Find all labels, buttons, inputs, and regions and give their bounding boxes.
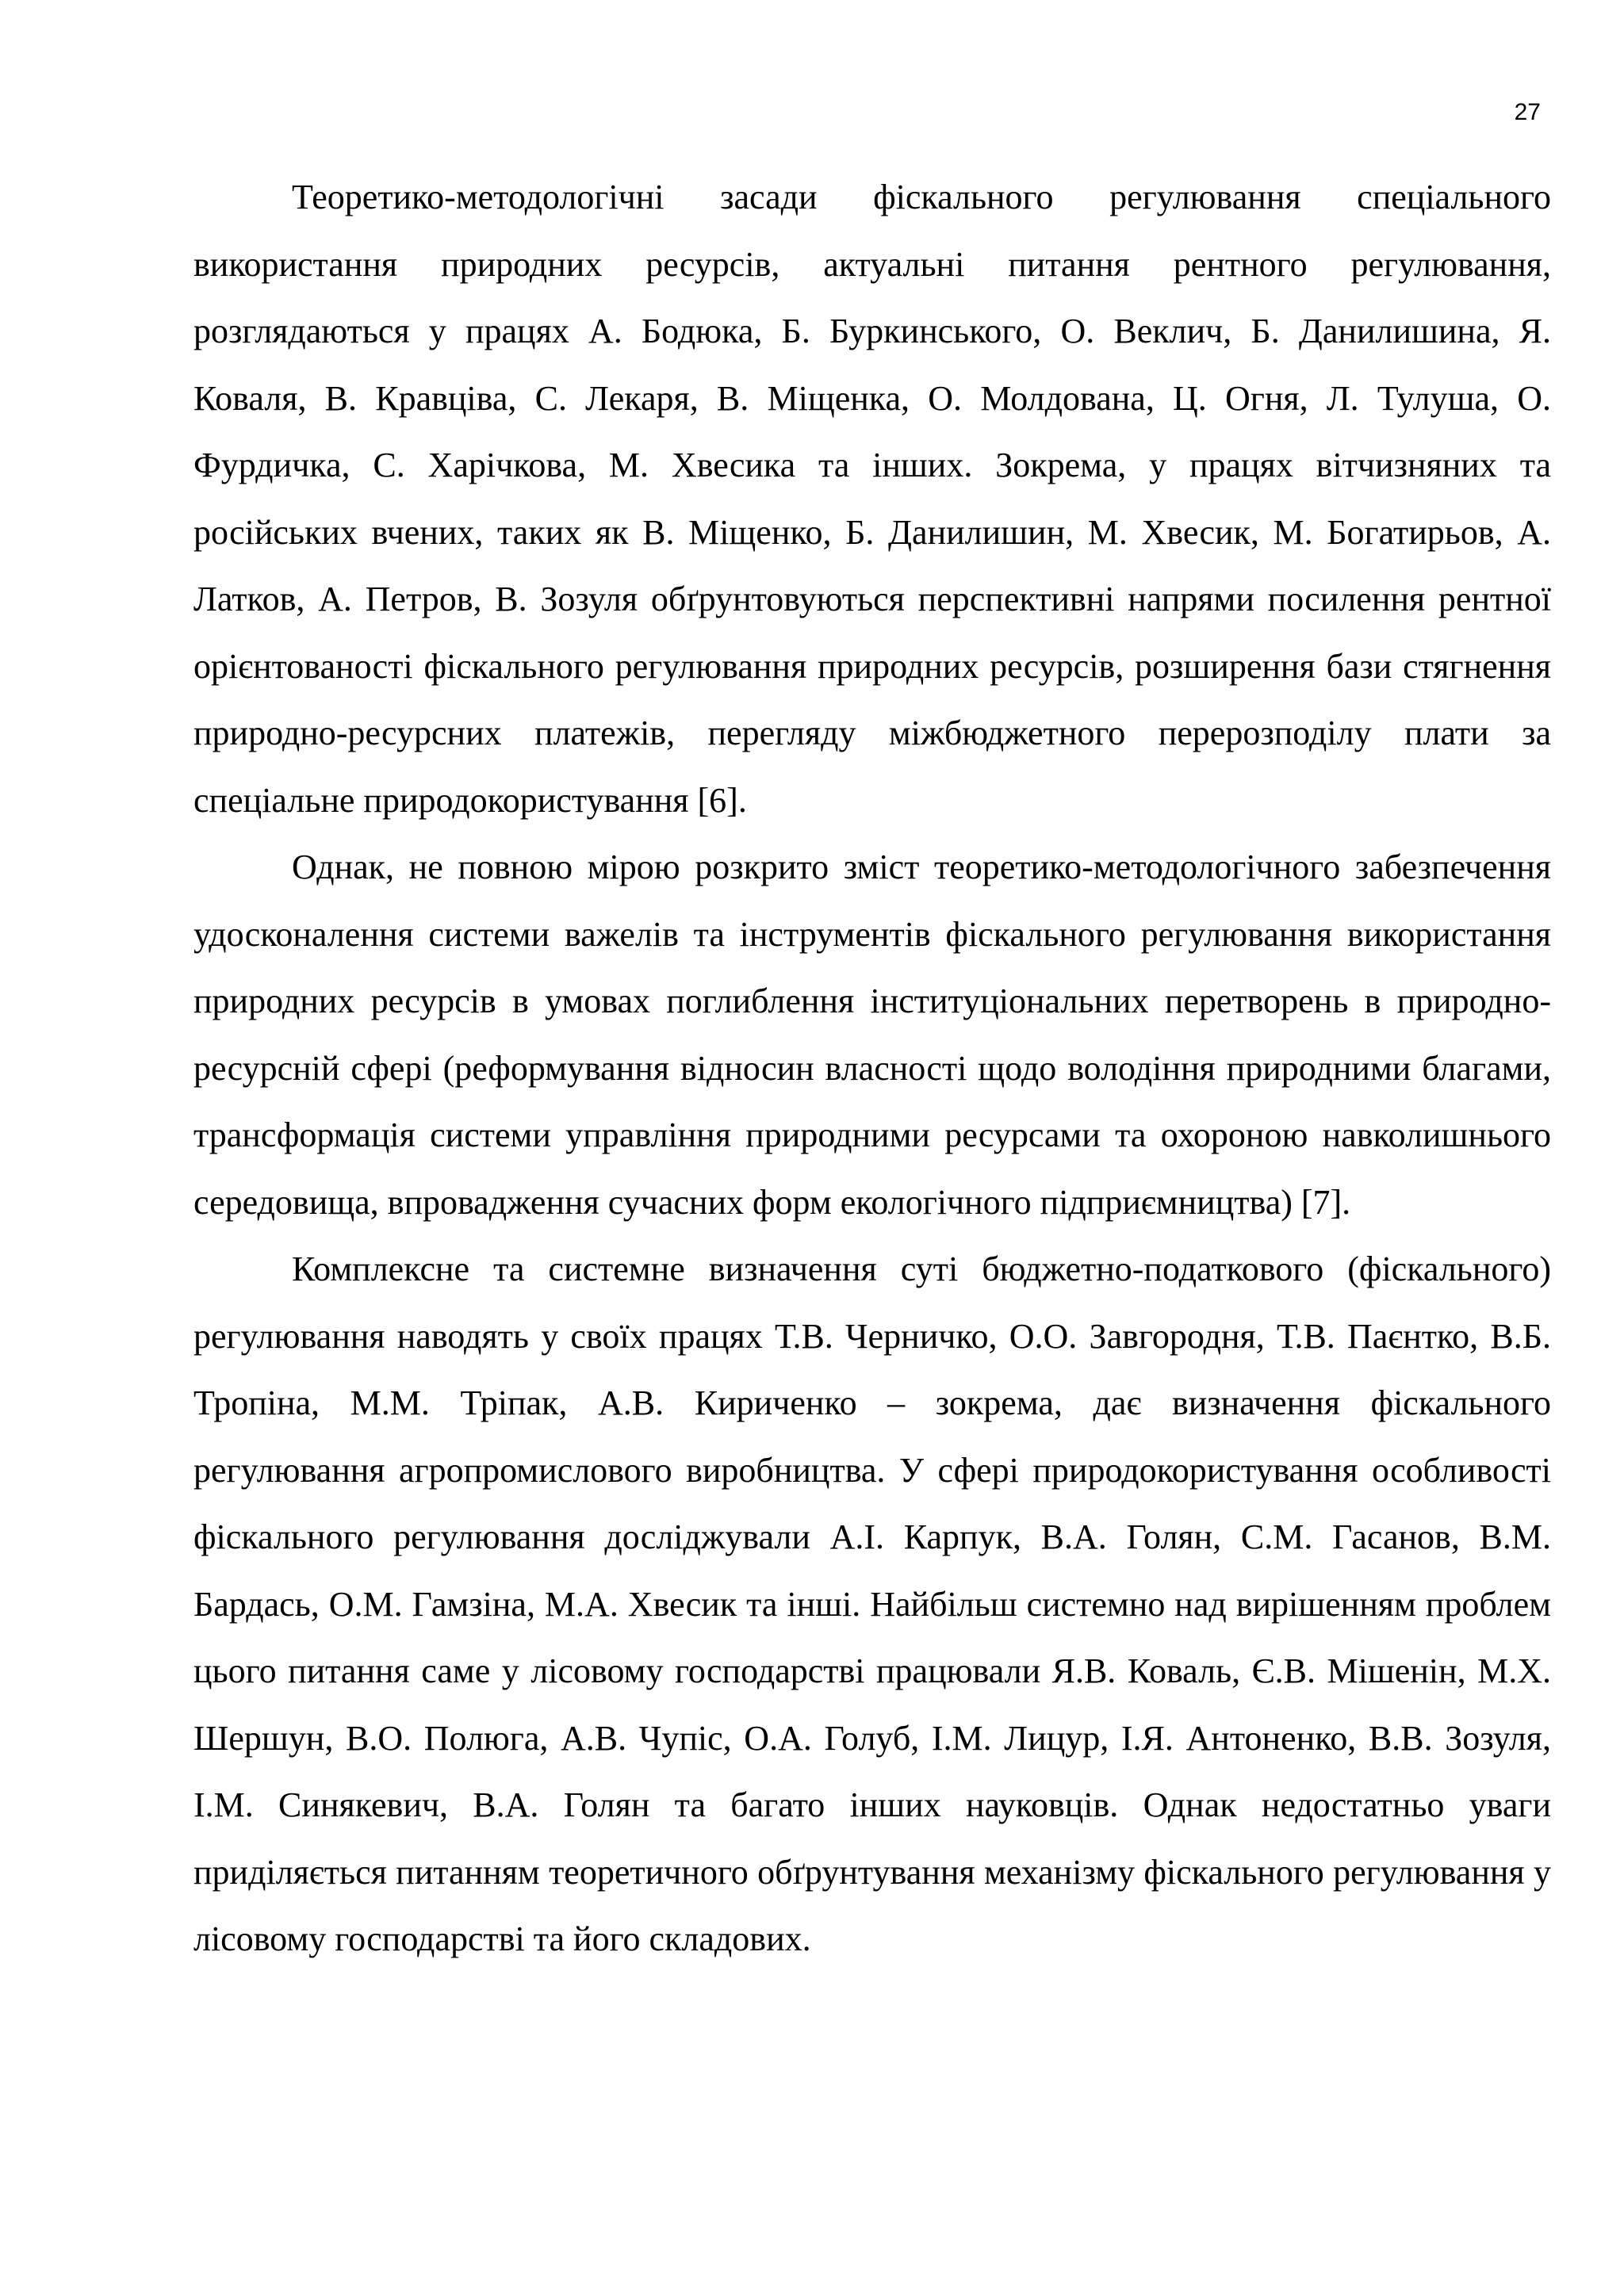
- paragraph-2: Однак, не повною мірою розкрито зміст теоретико-методологічного забезпечення удосконалення системи важелів та інструментів фіскального регулювання використання природних ресурсів в умовах поглиблення інституціональних перетворень в природно-ресурсній сфері (реформування відносин власності щодо володіння природними благами, трансформація системи управління природними ресурсами та охороною навколишнього середовища, впровадження сучасних форм екологічного підприємництва) [7].: [193, 848, 1551, 1222]
- paragraph-1: Теоретико-методологічні засади фіскального регулювання спеціального використання природних ресурсів, актуальні питання рентного регулювання, розглядаються у працях А. Бодюка, Б. Буркинського, О. Веклич, Б. Данилишина, Я. Коваля, В. Кравціва, С. Лекаря, В. Міщенка, О. Молдована, Ц. Огня, Л. Тулуша, О. Фурдичка, С. Харічкова, М. Хвесика та інших. Зокрема, у працях вітчизняних та російських вчених, таких як В. Міщенко, Б. Данилишин, М. Хвесик, М. Богатирьов, А. Латков, А. Петров, В. Зозуля обґрунтовуються перспективні напрями посилення рентної орієнтованості фіскального регулювання природних ресурсів, розширення бази стягнення природно-ресурсних платежів, перегляду міжбюджетного перерозподілу плати за спеціальне природокористування [6].: [193, 178, 1551, 820]
- paragraph-3: Комплексне та системне визначення суті бюджетно-податкового (фіскального) регулювання наводять у своїх працях Т.В. Черничко, О.О. Завгородня, Т.В. Паєнтко, В.Б. Тропіна, М.М. Тріпак, А.В. Кириченко – зокрема, дає визначення фіскального регулювання агропромислового виробництва. У сфері природокористування особливості фіскального регулювання досліджували А.І. Карпук, В.А. Голян, С.М. Гасанов, В.М. Бардась, О.М. Гамзіна, М.А. Хвесик та інші. Найбільш системно над вирішенням проблем цього питання саме у лісовому господарстві працювали Я.В. Коваль, Є.В. Мішенін, М.Х. Шершун, В.О. Полюга, А.В. Чупіс, О.А. Голуб, І.М. Лицур, І.Я. Антоненко, В.В. Зозуля, І.М. Синякевич, В.А. Голян та багато інших науковців. Однак недостатньо уваги приділяється питанням теоретичного обґрунтування механізму фіскального регулювання у лісовому господарстві та його складових.: [193, 1249, 1551, 1958]
- page-number: 27: [1514, 99, 1541, 125]
- body-text: [193, 164, 1551, 1973]
